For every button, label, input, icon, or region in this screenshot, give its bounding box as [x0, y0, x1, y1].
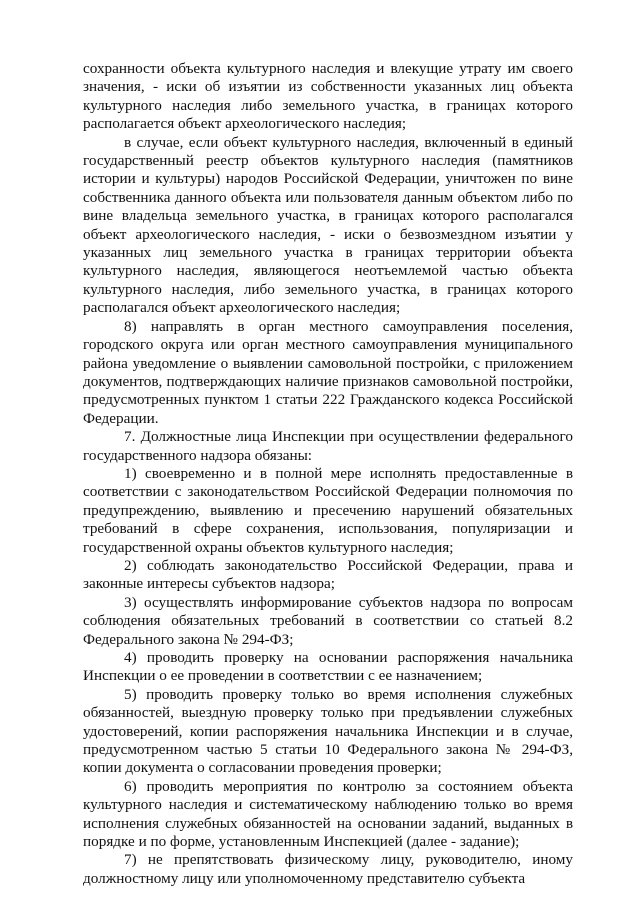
paragraph-duty-1: 1) своевременно и в полной мере исполнять предоставленные в соответствии с законодательством Российской Федерации полномочия по предупреждению, выявлению и пресечению нарушений обязательных требований в сфере сохранения, использования, популяризации и государственной охраны объектов культурного наследия; [83, 464, 573, 556]
paragraph-duty-5: 5) проводить проверку только во время исполнения служебных обязанностей, выездную проверку только при предъявлении служебных удостоверений, копии распоряжения начальника Инспекции и в случае, предусмотренном частью 5 статьи 10 Федерального закона № 294-ФЗ, копии документа о согласовании проведения проверки; [83, 685, 573, 777]
paragraph-continuation: сохранности объекта культурного наследия и влекущие утрату им своего значения, - иски об изъятии из собственности указанных лиц объекта культурного наследия либо земельного участка, в границах которого располагается объект археологического наследия; [83, 60, 573, 133]
document-body [83, 60, 573, 888]
paragraph-section-7: 7. Должностные лица Инспекции при осуществлении федерального государственного надзора обязаны: [83, 428, 573, 464]
paragraph-duty-7: 7) не препятствовать физическому лицу, руководителю, иному должностному лицу или уполномоченному представителю субъекта [83, 851, 573, 887]
paragraph-duty-3: 3) осуществлять информирование субъектов надзора по вопросам соблюдения обязательных требований в соответствии со статьей 8.2 Федерального закона № 294-ФЗ; [83, 593, 573, 648]
paragraph-duty-4: 4) проводить проверку на основании распоряжения начальника Инспекции о ее проведении в соответствии с ее назначением; [83, 649, 573, 685]
paragraph-duty-2: 2) соблюдать законодательство Российской Федерации, права и законные интересы субъектов надзора; [83, 556, 573, 593]
paragraph-duty-6: 6) проводить мероприятия по контролю за состоянием объекта культурного наследия и систематическому наблюдению только во время исполнения служебных обязанностей на основании заданий, выданных в порядке и по форме, установленным Инспекцией (далее - задание); [83, 777, 573, 851]
paragraph-item-8: 8) направлять в орган местного самоуправления поселения, городского округа или орган местного самоуправления муниципального района уведомление о выявлении самовольной постройки, с приложением документов, подтверждающих наличие признаков самовольной постройки, предусмотренных пунктом 1 статьи 222 Гражданского кодекса Российской Федерации. [83, 317, 573, 427]
paragraph-destroyed-object-claims: в случае, если объект культурного наследия, включенный в единый государственный реестр объектов культурного наследия (памятников истории и культуры) народов Российской Федерации, уничтожен по вине собственника данного объекта или пользователя данным объектом либо по вине владельца земельного участка, в границах которого располагался объект археологического наследия, - иски о безвозмездном изъятии у указанных лиц земельного участка в границах территории объекта культурного наследия, являющегося неотъемлемой частью объекта культурного наследия, либо земельного участка, в границах которого располагался объект археологического наследия; [83, 133, 573, 317]
